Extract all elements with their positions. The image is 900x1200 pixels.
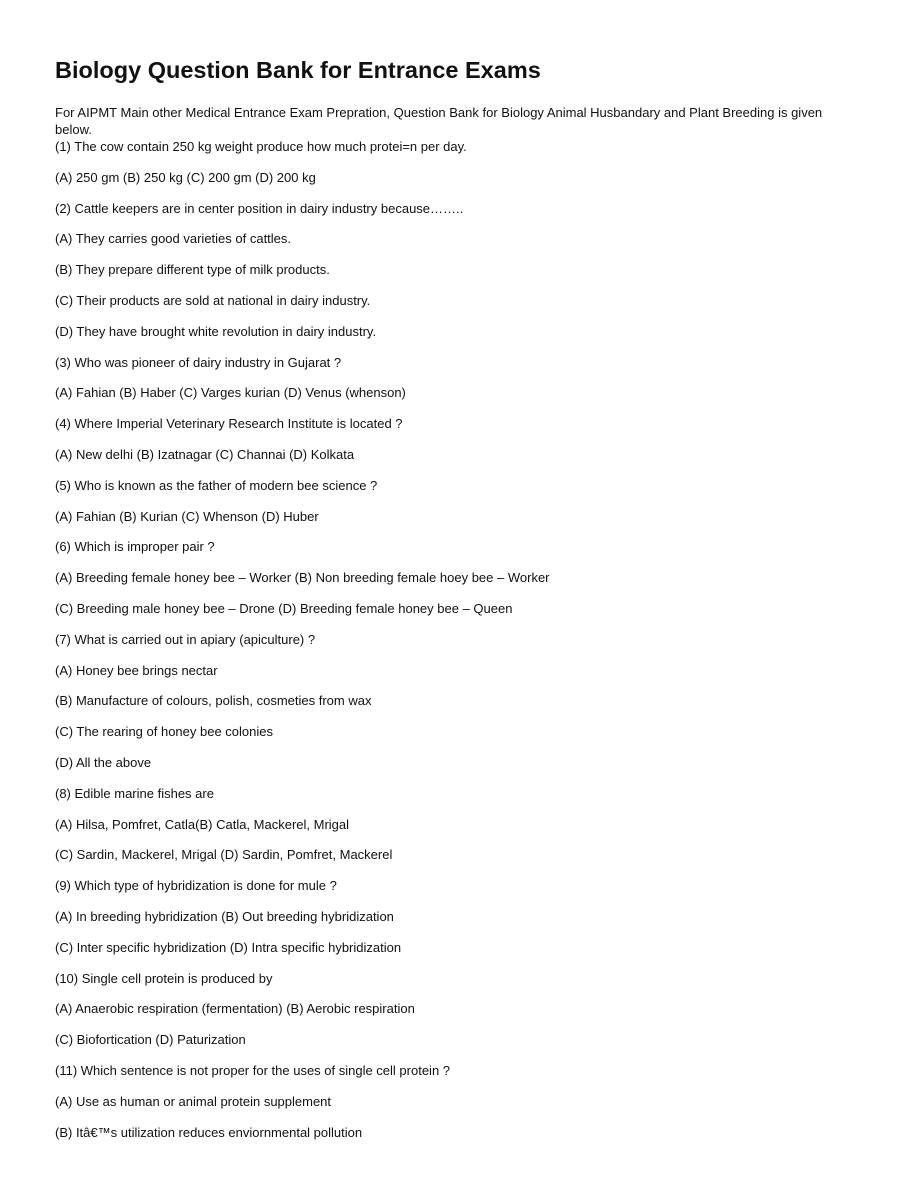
question-6-options-cd: (C) Breeding male honey bee – Drone (D) Breeding female honey bee – Queen — [55, 600, 513, 616]
question-6-options-ab: (A) Breeding female honey bee – Worker (B) Non breeding female hoey bee – Worker — [55, 570, 550, 586]
question-2: (2) Cattle keepers are in center position in dairy industry because…….. — [55, 200, 464, 216]
intro-paragraph: For AIPMT Main other Medical Entrance Exam Prepration, Question Bank for Biology Animal Husbandary and Plant Breeding is given below. — [55, 105, 823, 137]
question-3-options: (A) Fahian (B) Haber (C) Varges kurian (D) Venus (whenson) — [55, 385, 406, 401]
question-4-options: (A) New delhi (B) Izatnagar (C) Channai (D) Kolkata — [55, 446, 355, 462]
question-2-option-a: (A) They carries good varieties of cattles. — [55, 231, 292, 247]
question-2-option-c: (C) Their products are sold at national in dairy industry. — [55, 292, 371, 308]
question-9-options-ab: (A) In breeding hybridization (B) Out breeding hybridization — [55, 908, 394, 924]
question-5-options: (A) Fahian (B) Kurian (C) Whenson (D) Huber — [55, 508, 319, 524]
question-9: (9) Which type of hybridization is done for mule ? — [55, 878, 337, 894]
page-title: Biology Question Bank for Entrance Exams — [55, 57, 541, 83]
question-10-options-cd: (C) Biofortication (D) Paturization — [55, 1032, 246, 1048]
question-7-option-a: (A) Honey bee brings nectar — [55, 662, 218, 678]
question-11-option-a: (A) Use as human or animal protein supplement — [55, 1093, 332, 1109]
question-6: (6) Which is improper pair ? — [55, 539, 215, 555]
question-7: (7) What is carried out in apiary (apiculture) ? — [55, 631, 316, 647]
question-7-option-d: (D) All the above — [55, 754, 152, 770]
question-9-options-cd: (C) Inter specific hybridization (D) Intra specific hybridization — [55, 939, 402, 955]
question-2-option-b: (B) They prepare different type of milk products. — [55, 262, 330, 278]
question-5: (5) Who is known as the father of modern bee science ? — [55, 477, 378, 493]
question-4: (4) Where Imperial Veterinary Research Institute is located ? — [55, 416, 403, 432]
question-7-option-c: (C) The rearing of honey bee colonies — [55, 724, 273, 740]
question-10: (10) Single cell protein is produced by — [55, 970, 273, 986]
question-7-option-b: (B) Manufacture of colours, polish, cosmeties from wax — [55, 693, 372, 709]
question-list — [55, 137, 855, 1143]
question-10-options-ab: (A) Anaerobic respiration (fermentation) (B) Aerobic respiration — [55, 1001, 415, 1017]
question-11: (11) Which sentence is not proper for the uses of single cell protein ? — [55, 1062, 451, 1078]
question-1: (1) The cow contain 250 kg weight produce how much protei=n per day. — [55, 139, 467, 154]
question-8: (8) Edible marine fishes are — [55, 785, 214, 801]
question-1-options: (A) 250 gm (B) 250 kg (C) 200 gm (D) 200 kg — [55, 169, 316, 185]
question-8-options-ab: (A) Hilsa, Pomfret, Catla(B) Catla, Mackerel, Mrigal — [55, 816, 350, 832]
question-2-option-d: (D) They have brought white revolution in dairy industry. — [55, 323, 377, 339]
question-3: (3) Who was pioneer of dairy industry in Gujarat ? — [55, 354, 342, 370]
question-8-options-cd: (C) Sardin, Mackerel, Mrigal (D) Sardin, Pomfret, Mackerel — [55, 847, 393, 863]
question-11-option-b: (B) Itâ€™s utilization reduces enviornmental pollution — [55, 1124, 363, 1140]
